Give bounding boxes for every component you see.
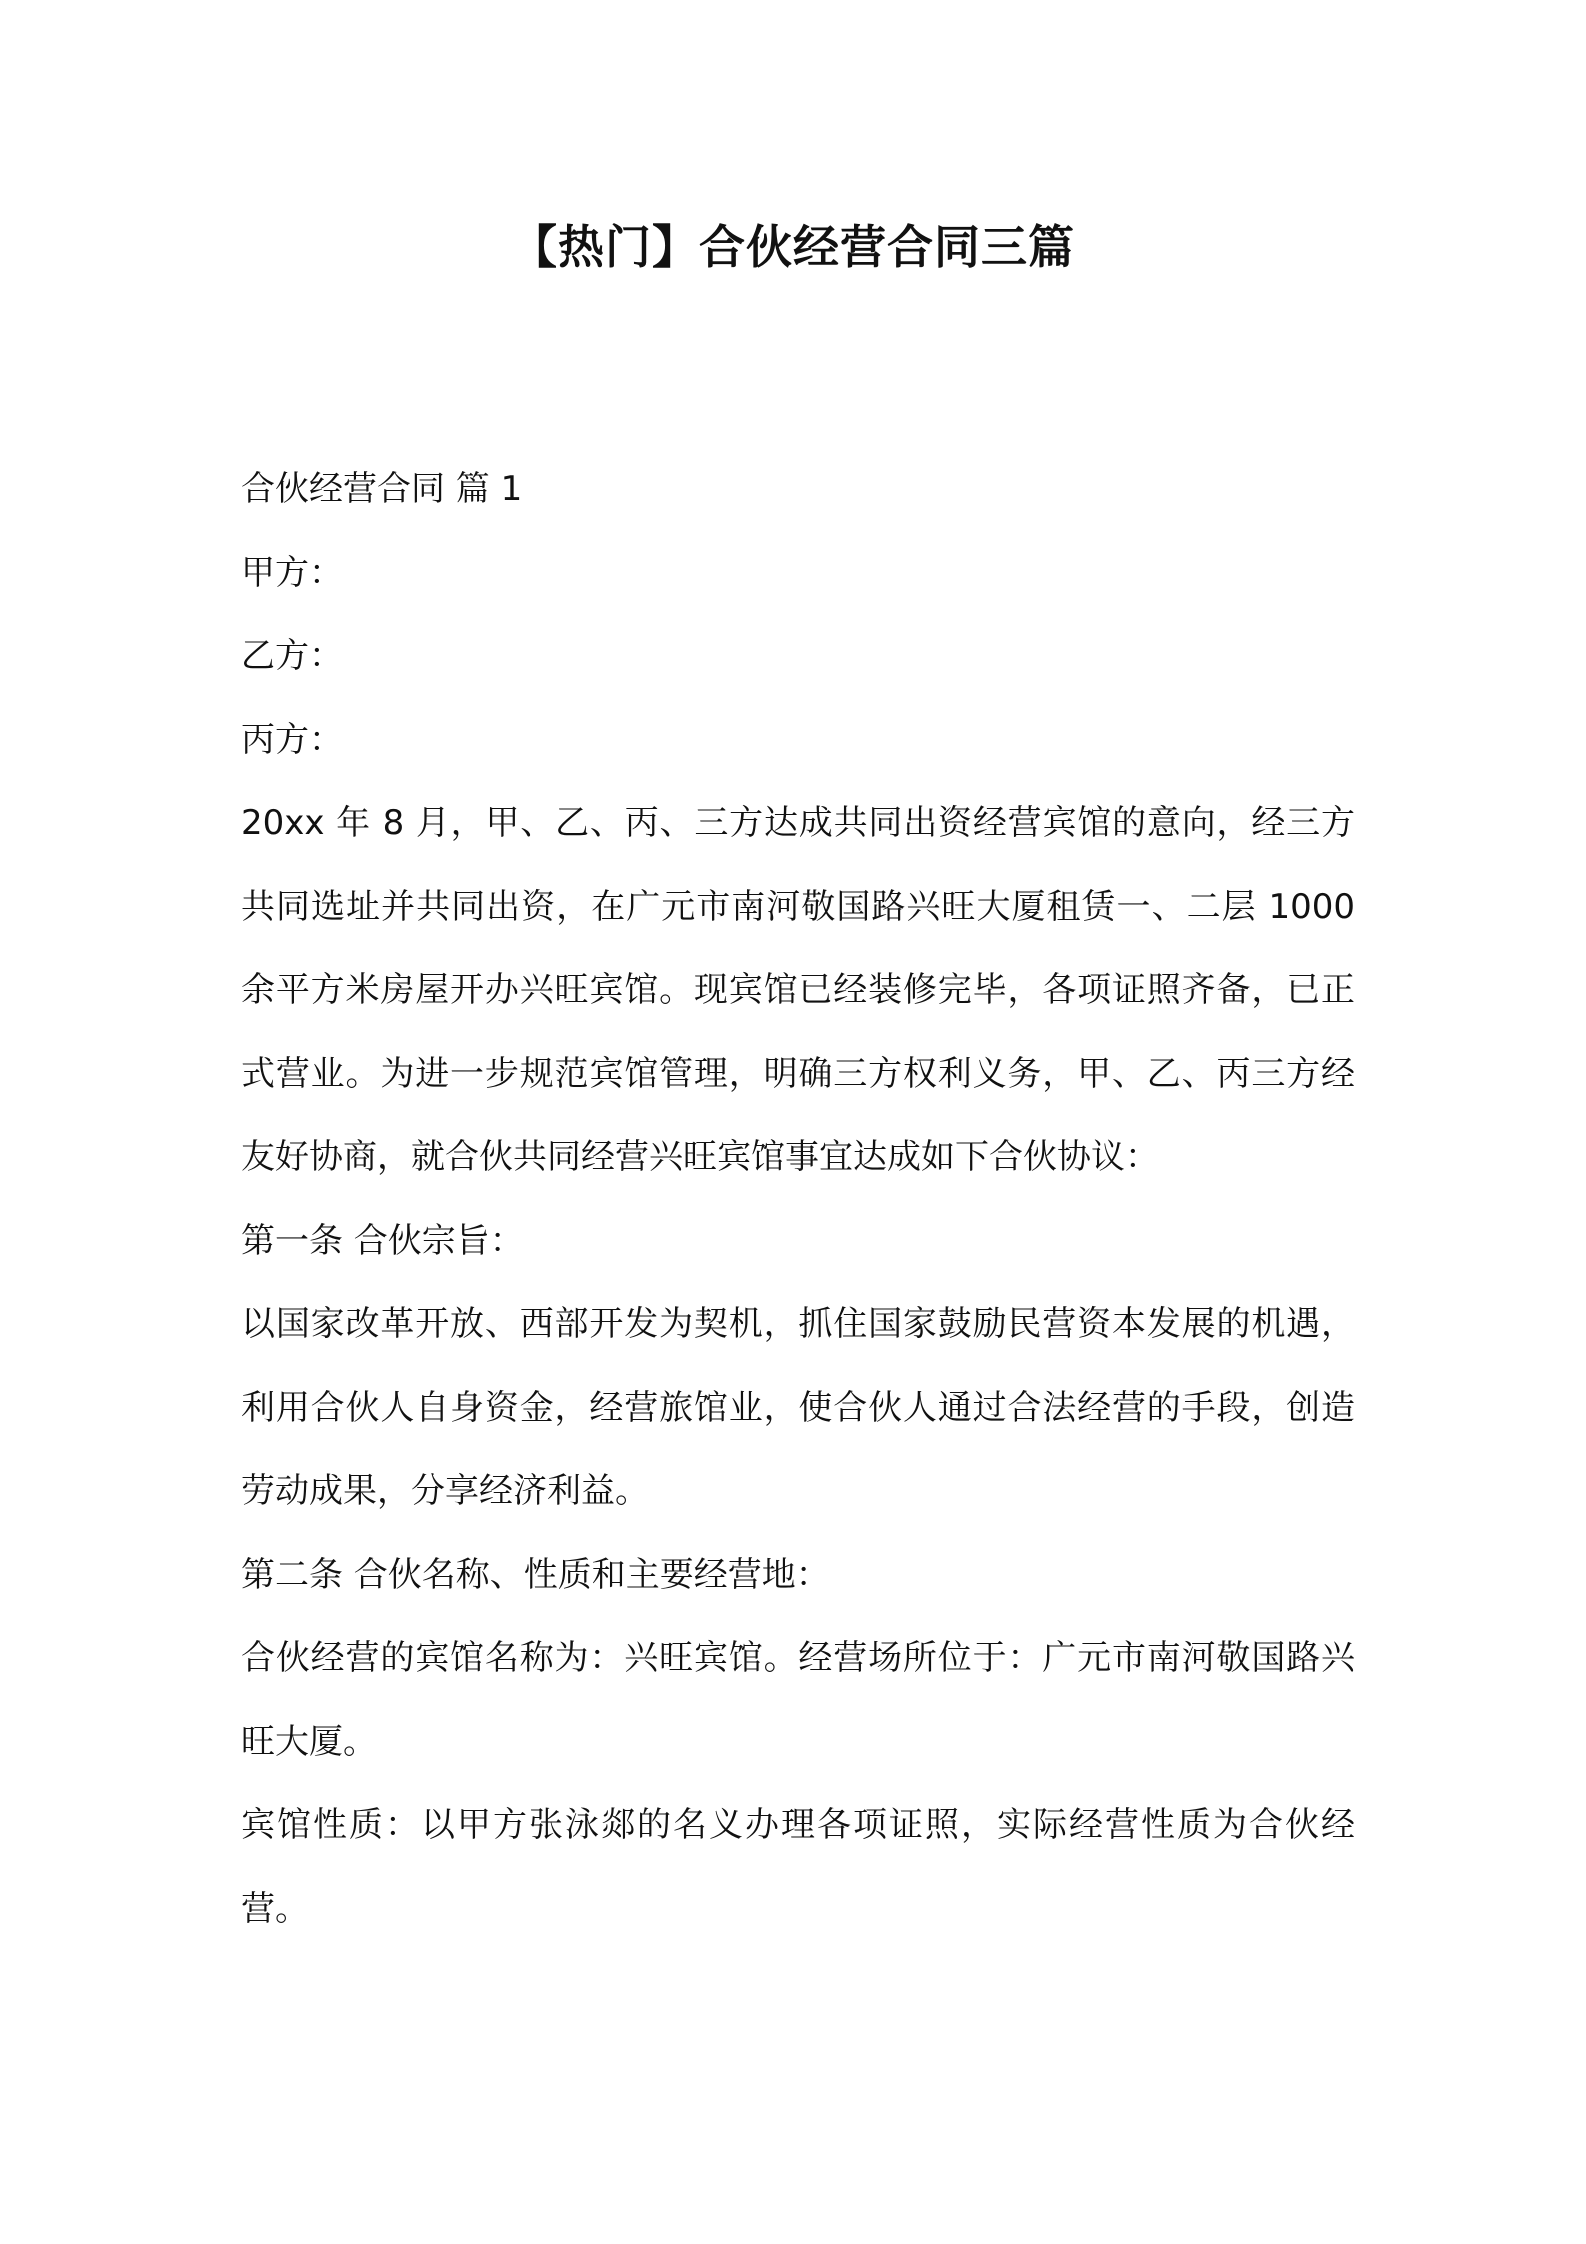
party-c-line: 丙方： (241, 719, 343, 760)
article-2-heading: 第二条 合伙名称、性质和主要经营地： (241, 1554, 830, 1595)
party-a-line: 甲方： (241, 552, 343, 593)
contract-heading: 合伙经营合同 篇 1 (241, 469, 523, 509)
preamble-paragraph: 20xx 年 8 月，甲、乙、丙、三方达成共同出资经营宾馆的意向，经三方共同选址并共同出资，在广元市南河敬国路兴旺大厦租赁一、二层 1000 余平方米房屋开办兴旺宾馆。现宾馆已经装修完毕，各项证照齐备，已正式营业。为进一步规范宾馆管理，明确三方权利义务，甲、乙、丙三方经友好协商，就合伙共同经营兴旺宾馆事宜达成如下合伙协议： (241, 803, 1355, 1177)
document-body (241, 448, 1355, 1951)
article-1-paragraph: 以国家改革开放、西部开发为契机，抓住国家鼓励民营资本发展的机遇，利用合伙人自身资金，经营旅馆业，使合伙人通过合法经营的手段，创造劳动成果，分享经济利益。 (241, 1304, 1355, 1511)
article-2-name-location-paragraph: 合伙经营的宾馆名称为：兴旺宾馆。经营场所位于：广元市南河敬国路兴旺大厦。 (241, 1638, 1355, 1762)
party-b-line: 乙方： (241, 636, 343, 676)
article-2-nature-paragraph: 宾馆性质：以甲方张泳郯的名义办理各项证照，实际经营性质为合伙经营。 (241, 1805, 1355, 1929)
article-1-heading: 第一条 合伙宗旨： (241, 1220, 524, 1261)
document-title: 【热门】合伙经营合同三篇 (511, 220, 1075, 274)
